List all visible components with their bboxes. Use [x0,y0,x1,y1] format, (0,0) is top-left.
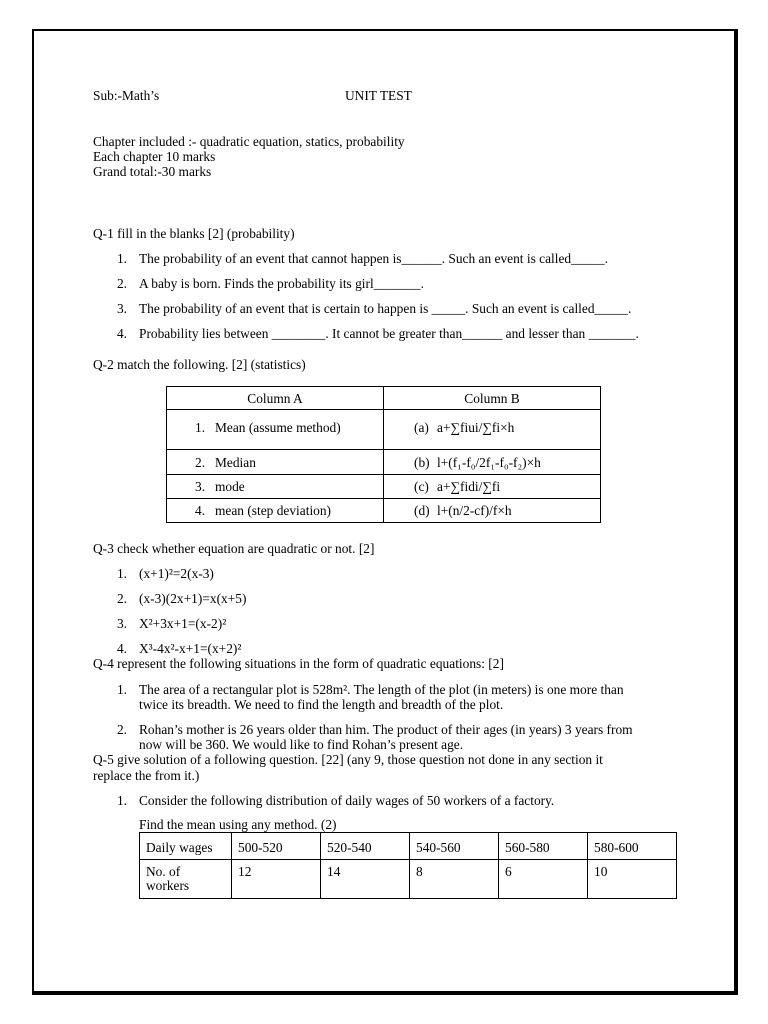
q3-item-number: 1. [116,566,127,581]
table-row [167,499,601,523]
q5-heading: Q-5 give solution of a following question. [22] (any 9, those question not done in any section it [93,752,603,767]
marks-each-info: Each chapter 10 marks [93,149,216,164]
q2-heading: Q-2 match the following. [2] (statistics) [93,357,306,372]
column-a-text: mode [215,479,245,494]
q4-item-line: Rohan’s mother is 26 years older than him. The product of their ages (in years) 3 years from [139,722,633,737]
subject-label: Sub:-Math’s [93,88,160,103]
table-row [167,450,601,475]
column-b-cell [384,475,601,499]
column-a-cell [167,410,384,450]
column-a-text: Median [215,454,256,470]
row-number: 4. [195,503,206,518]
q5-item-text: Consider the following distribution of daily wages of 50 workers of a factory. [139,793,555,808]
match-table-header [167,387,601,410]
column-a-cell [167,499,384,523]
table-header-cell: 520-540 [321,833,410,860]
match-table [166,386,601,523]
page-title: UNIT TEST [345,88,412,103]
q1-item-text: A baby is born. Finds the probability its girl_______. [139,276,424,291]
row-number: 1. [195,420,206,435]
q5-item-task: Find the mean using any method. (2) [139,817,337,832]
column-b-cell [384,410,601,450]
row-letter: (b) [414,454,430,470]
q4-item-line: twice its breadth. We need to find the length and breadth of the plot. [139,697,504,712]
q5-item-number: 1. [116,793,127,808]
table-header-cell: 540-560 [410,833,499,860]
q3-heading: Q-3 check whether equation are quadratic or not. [2] [93,541,375,556]
table-row [167,475,601,499]
column-a-header: Column A [167,387,384,410]
column-b-cell [384,450,601,475]
table-row [167,410,601,450]
q1-item-number: 3. [116,301,127,316]
row-letter: (a) [414,420,429,435]
q3-item-number: 4. [116,641,127,656]
q4-item-number: 2. [116,722,127,737]
column-b-text: a+∑fidi/∑fi [437,479,501,494]
table-header-cell: Daily wages [140,833,232,860]
table-header-cell: 580-600 [588,833,677,860]
q4-item-line: now will be 360. We would like to find Rohan’s present age. [139,737,464,752]
column-a-cell [167,450,384,475]
table-cell: 8 [410,860,499,899]
q3-item-text: (x+1)²=2(x-3) [139,566,214,581]
column-b-text: a+∑fiui/∑fi×h [437,420,515,435]
table-cell: 6 [499,860,588,899]
table-header-cell: 500-520 [232,833,321,860]
table-header-cell: 560-580 [499,833,588,860]
wages-table [139,832,677,899]
row-letter: (c) [414,479,429,494]
q4-heading: Q-4 represent the following situations in the form of quadratic equations: [2] [93,656,504,671]
q4-item-number: 1. [116,682,127,697]
table-row [140,833,677,860]
q1-item-text: Probability lies between ________. It cannot be greater than______ and lesser than _______. [139,326,639,341]
column-a-cell [167,475,384,499]
column-b-header: Column B [384,387,601,410]
q1-heading: Q-1 fill in the blanks [2] (probability) [93,226,295,241]
q3-item-number: 2. [116,591,127,606]
q1-item-number: 1. [116,251,127,266]
q3-item-number: 3. [116,616,127,631]
q1-item-text: The probability of an event that is certain to happen is _____. Such an event is called_____. [139,301,632,316]
row-letter: (d) [414,503,430,518]
column-b-text: l+(n/2-cf)/f×h [437,503,512,518]
q1-item-text: The probability of an event that cannot happen is______. Such an event is called_____. [139,251,608,266]
chapters-info: Chapter included :- quadratic equation, statics, probability [93,134,405,149]
column-b-text: l+(f₁-f₀/2f₁-f₀-f₂)×h [437,454,541,470]
table-cell: 12 [232,860,321,899]
q1-item-number: 4. [116,326,127,341]
table-row-label: No. of workers [140,860,232,899]
table-cell: 14 [321,860,410,899]
column-a-text: mean (step deviation) [215,503,332,518]
column-a-text: Mean (assume method) [215,420,341,435]
q4-item-line: The area of a rectangular plot is 528m². The length of the plot (in meters) is one more than [139,682,624,697]
grand-total-info: Grand total:-30 marks [93,164,212,179]
table-cell: 10 [588,860,677,899]
column-b-cell [384,499,601,523]
q1-item-number: 2. [116,276,127,291]
row-number: 3. [195,479,206,494]
row-number: 2. [195,454,206,470]
table-row [140,860,677,899]
q3-item-text: X³-4x²-x+1=(x+2)² [139,641,242,656]
q3-item-text: X²+3x+1=(x-2)² [139,616,227,631]
q5-heading-continued: replace the from it.) [93,768,200,783]
q3-item-text: (x-3)(2x+1)=x(x+5) [139,591,247,606]
